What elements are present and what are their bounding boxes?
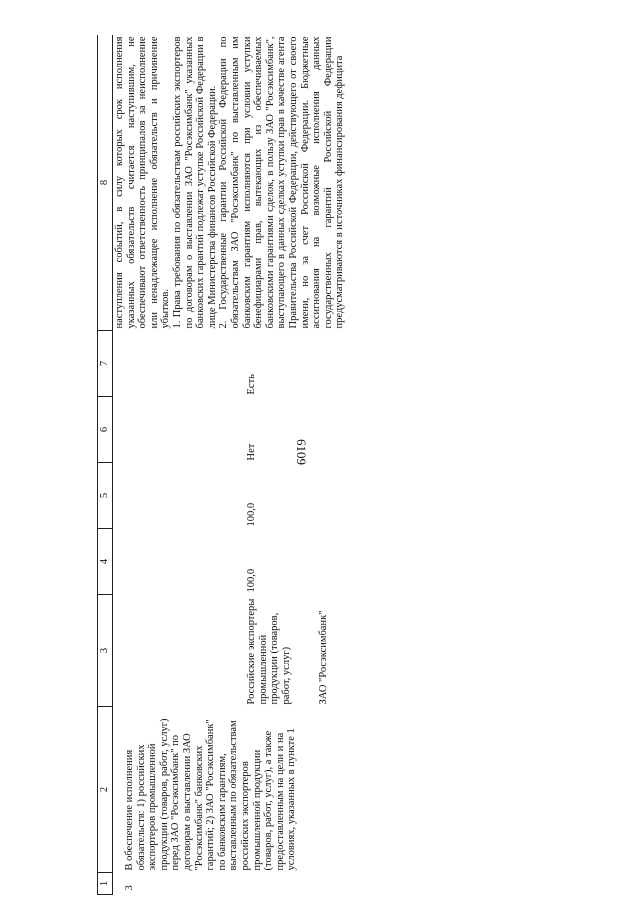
col-4-value: 100,0	[246, 568, 257, 593]
cell-col-6	[113, 397, 347, 463]
purpose-text: В обеспечение исполнения обязательств: 1) российских экспортеров промышленной продукции (товаров, работ, услуг) перед ЗАО "Росэксимбанк" по договорам о выставлении ЗАО "Росэксимбанк" банковских гарантий; 2) ЗАО "Росэксимбанк" по банковским гарантиям, выставленным по обязательствам российских экспортеров промышленной продукции (товаров, работ, услуг), а также предоставленным на цели и на условиях, указанных в пункте 1	[124, 718, 298, 871]
conditions-part-a: наступления событий, в силу которых срок исполнения указанных обязательств считается наступившим, не обеспечивают ответственность принципалов за неисполнение или ненадлежащее исполнение обязательств и причинение убытков.	[114, 36, 172, 329]
row-number	[113, 873, 347, 895]
row-number-text: 3	[124, 885, 135, 891]
header-col-6: 6	[98, 397, 113, 463]
cell-purpose	[113, 707, 347, 873]
header-col-1: 1	[98, 873, 113, 895]
col-5-value: 100,0	[246, 502, 257, 527]
header-col-2: 2	[98, 707, 113, 873]
col-6-value: Нет	[246, 443, 257, 461]
conditions-part-c: 2. Государственные гарантии Российской Федерации по обязательствам ЗАО "Росэксимбанк" по выставленным им банковским гарантиям исполняются при условии уступки бенефициарами прав, вытекающих из обеспечиваемых банковскими гарантиями сделок, в пользу ЗАО "Росэксимбанк", выступающего в данных сделках уступки прав в качестве агента Правительства Российской Федерации, действующего от своего имени, но за счет Российской Федерации. Бюджетные ассигнования на возможные исполнения данных государственных гарантий Российской Федерации предусматриваются в источниках финансирования дефицита	[218, 36, 346, 329]
conditions-part-b: 1. Права требования по обязательствам российских экспортеров по договорам о выставлении ЗАО "Росэксимбанк" указанных банковских гарантий подлежат уступке Российской Федерации в лице Министерства финансов Российской Федерации.	[171, 36, 218, 329]
cell-col-4	[113, 529, 347, 595]
header-row	[98, 35, 113, 895]
header-col-7: 7	[98, 331, 113, 397]
col-7-value: Есть	[246, 374, 257, 395]
cell-conditions	[113, 35, 347, 331]
header-col-5: 5	[98, 463, 113, 529]
cell-col-7	[113, 331, 347, 397]
table-row	[113, 35, 347, 895]
principal-bank: ЗАО "Росэксимбанк"	[318, 610, 330, 705]
cell-principal	[113, 595, 347, 707]
principal-exporters: Российские экспортеры промышленной продукции (товаров, работ, услуг)	[246, 598, 292, 705]
guarantee-table	[97, 35, 347, 895]
guarantee-table-wrap	[97, 35, 623, 895]
cell-col-5	[113, 463, 347, 529]
header-col-8: 8	[98, 35, 113, 331]
header-col-3: 3	[98, 595, 113, 707]
page-number: 6109	[294, 439, 309, 465]
rotated-page-area	[97, 35, 623, 895]
header-col-4: 4	[98, 529, 113, 595]
